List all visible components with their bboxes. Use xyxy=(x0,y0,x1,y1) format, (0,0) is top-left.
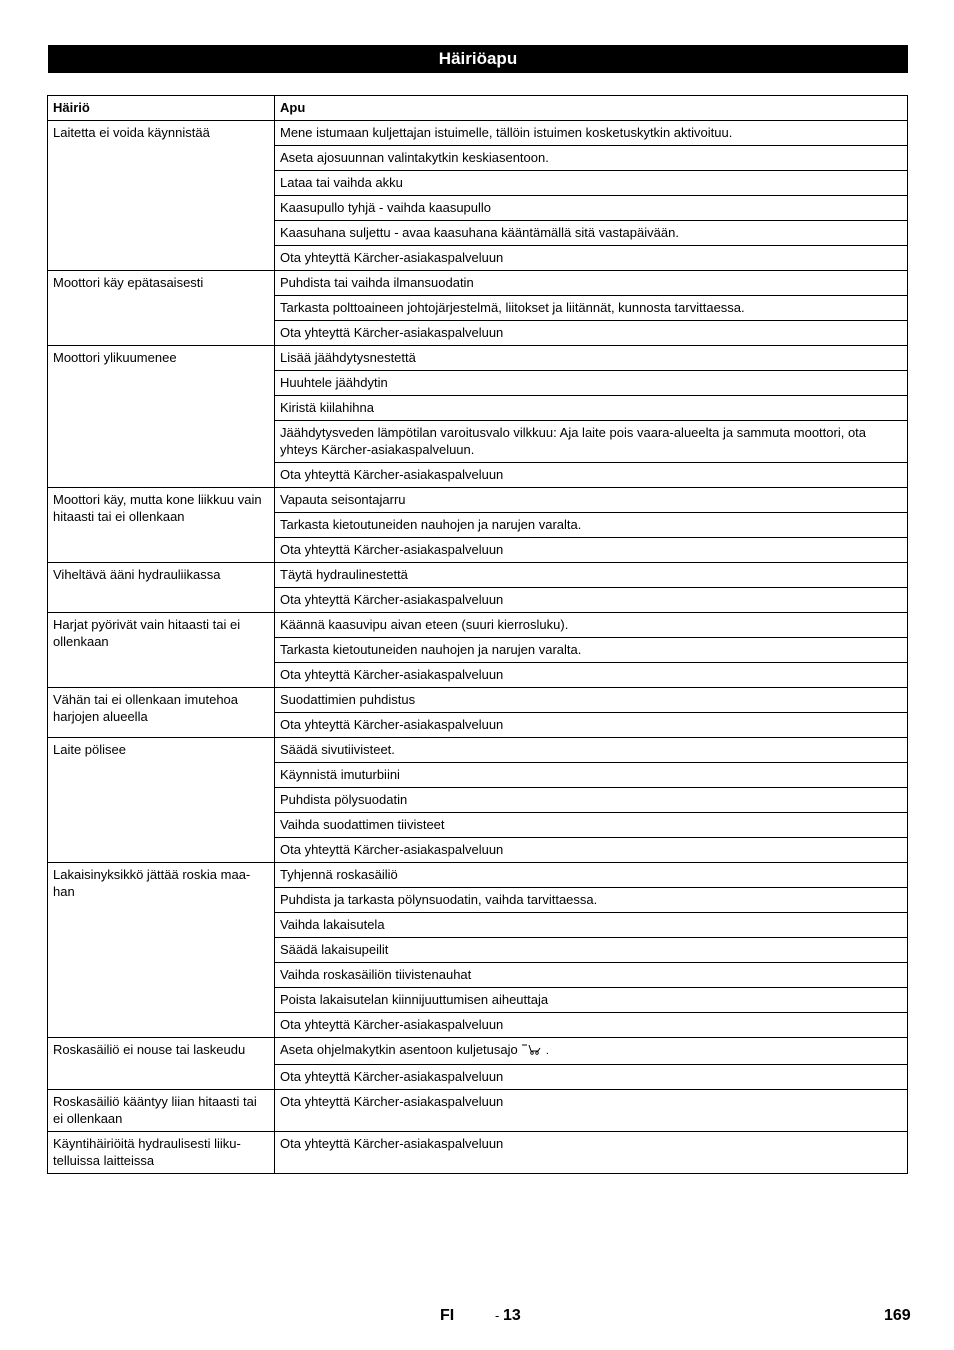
fault-cell: Roskasäiliö ei nouse tai laskeudu xyxy=(48,1038,275,1090)
help-cell xyxy=(275,713,908,738)
help-text: Ota yhteyttä Kärcher-asiakaspalveluun xyxy=(280,842,504,857)
help-cell xyxy=(275,988,908,1013)
fault-cell: Moottori ylikuumenee xyxy=(48,346,275,488)
troubleshooting-table xyxy=(47,95,908,1174)
table-row xyxy=(48,563,908,588)
page-title: Häiriöapu xyxy=(48,45,908,73)
fault-cell: Viheltävä ääni hydrauliikassa xyxy=(48,563,275,613)
help-text: Aseta ajosuunnan valintakytkin keskiasentoon. xyxy=(280,150,549,165)
help-text: Kaasupullo tyhjä - vaihda kaasupullo xyxy=(280,200,492,215)
help-text: Ota yhteyttä Kärcher-asiakaspalveluun xyxy=(280,1136,504,1151)
fault-cell: Vähän tai ei ollenkaan imutehoa harjojen alueella xyxy=(48,688,275,738)
help-cell xyxy=(275,221,908,246)
help-text: Puhdista tai vaihda ilmansuodatin xyxy=(280,275,474,290)
table-row xyxy=(48,1038,908,1065)
fault-cell: Käyntihäiriöitä hydraulisesti liiku-telluissa laitteissa xyxy=(48,1132,275,1174)
fault-cell: Lakaisinyksikkö jättää roskia maa-han xyxy=(48,863,275,1038)
help-cell xyxy=(275,913,908,938)
help-text: Vaihda lakaisutela xyxy=(280,917,385,932)
help-text: Ota yhteyttä Kärcher-asiakaspalveluun xyxy=(280,467,504,482)
help-text: Huuhtele jäähdytin xyxy=(280,375,388,390)
table-row xyxy=(48,738,908,763)
table-header-row xyxy=(48,96,908,121)
help-cell xyxy=(275,396,908,421)
table-body xyxy=(48,121,908,1174)
help-text: Tyhjennä roskasäiliö xyxy=(280,867,398,882)
help-text: Tarkasta kietoutuneiden nauhojen ja narujen varalta. xyxy=(280,642,582,657)
help-text: Vapauta seisontajarru xyxy=(280,492,406,507)
fault-cell: Moottori käy epätasaisesti xyxy=(48,271,275,346)
help-cell xyxy=(275,1038,908,1065)
help-cell xyxy=(275,538,908,563)
help-text: Kaasuhana suljettu - avaa kaasuhana kääntämällä sitä vastapäivään. xyxy=(280,225,679,240)
help-text: Käynnistä imuturbiini xyxy=(280,767,400,782)
footer-local-page-number: 13 xyxy=(502,1307,521,1324)
footer-language: FI xyxy=(440,1307,455,1324)
help-text: Täytä hydraulinestettä xyxy=(280,567,408,582)
table-row xyxy=(48,271,908,296)
table-row xyxy=(48,1090,908,1132)
footer-local-page: - 13 xyxy=(495,1307,521,1324)
help-cell xyxy=(275,121,908,146)
help-text: Vaihda suodattimen tiivisteet xyxy=(280,817,445,832)
help-cell xyxy=(275,888,908,913)
footer-page-number: 169 xyxy=(884,1307,911,1324)
help-cell xyxy=(275,588,908,613)
help-cell xyxy=(275,838,908,863)
table-row xyxy=(48,1132,908,1174)
help-cell xyxy=(275,763,908,788)
help-cell xyxy=(275,246,908,271)
help-text: Mene istumaan kuljettajan istuimelle, tällöin istuimen kosketuskytkin aktivoituu. xyxy=(280,125,733,140)
help-text: Ota yhteyttä Kärcher-asiakaspalveluun xyxy=(280,325,504,340)
help-cell xyxy=(275,788,908,813)
help-cell xyxy=(275,196,908,221)
help-cell xyxy=(275,371,908,396)
help-cell xyxy=(275,613,908,638)
help-cell xyxy=(275,863,908,888)
help-cell xyxy=(275,513,908,538)
help-cell xyxy=(275,1013,908,1038)
help-cell xyxy=(275,1090,908,1132)
help-text: Säädä sivutiivisteet. xyxy=(280,742,395,757)
help-text: Puhdista pölysuodatin xyxy=(280,792,408,807)
help-text: Suodattimien puhdistus xyxy=(280,692,416,707)
fault-cell: Roskasäiliö kääntyy liian hitaasti tai ei ollenkaan xyxy=(48,1090,275,1132)
help-cell xyxy=(275,463,908,488)
help-text: Poista lakaisutelan kiinnijuuttumisen aiheuttaja xyxy=(280,992,549,1007)
help-cell xyxy=(275,346,908,371)
help-text: Lisää jäähdytysnestettä xyxy=(280,350,416,365)
help-cell xyxy=(275,1065,908,1090)
table-row xyxy=(48,863,908,888)
fault-cell: Harjat pyörivät vain hitaasti tai ei ollenkaan xyxy=(48,613,275,688)
help-cell xyxy=(275,296,908,321)
help-text: Tarkasta kietoutuneiden nauhojen ja narujen varalta. xyxy=(280,517,582,532)
help-text: Jäähdytysveden lämpötilan varoitusvalo vilkkuu: Aja laite pois vaara-alueelta ja sammuta moottori, ota yhteys Kärcher-asiakaspalveluun. xyxy=(280,425,867,457)
help-cell xyxy=(275,688,908,713)
table-row xyxy=(48,346,908,371)
help-text: Ota yhteyttä Kärcher-asiakaspalveluun xyxy=(280,1094,504,1109)
help-text: Ota yhteyttä Kärcher-asiakaspalveluun xyxy=(280,1017,504,1032)
transport-mode-icon: . xyxy=(518,1045,549,1057)
help-text: Lataa tai vaihda akku xyxy=(280,175,403,190)
help-text: Ota yhteyttä Kärcher-asiakaspalveluun xyxy=(280,667,504,682)
help-cell xyxy=(275,963,908,988)
help-text: Säädä lakaisupeilit xyxy=(280,942,389,957)
help-cell xyxy=(275,1132,908,1174)
fault-cell: Moottori käy, mutta kone liikkuu vain hitaasti tai ei ollenkaan xyxy=(48,488,275,563)
help-cell xyxy=(275,938,908,963)
help-cell xyxy=(275,738,908,763)
table-row xyxy=(48,688,908,713)
table-row xyxy=(48,121,908,146)
help-cell xyxy=(275,271,908,296)
help-text: Puhdista ja tarkasta pölynsuodatin, vaihda tarvittaessa. xyxy=(280,892,598,907)
help-text: Ota yhteyttä Kärcher-asiakaspalveluun xyxy=(280,717,504,732)
help-text: Ota yhteyttä Kärcher-asiakaspalveluun xyxy=(280,250,504,265)
help-cell xyxy=(275,488,908,513)
help-text: Tarkasta polttoaineen johtojärjestelmä, liitokset ja liitännät, kunnosta tarvittaessa. xyxy=(280,300,745,315)
help-text: Käännä kaasuvipu aivan eteen (suuri kierrosluku). xyxy=(280,617,569,632)
help-cell xyxy=(275,146,908,171)
help-cell xyxy=(275,638,908,663)
help-text: Ota yhteyttä Kärcher-asiakaspalveluun xyxy=(280,592,504,607)
help-cell xyxy=(275,321,908,346)
column-header-fault: Häiriö xyxy=(48,96,275,121)
help-text: Ota yhteyttä Kärcher-asiakaspalveluun xyxy=(280,1069,504,1084)
help-cell xyxy=(275,421,908,463)
table-row xyxy=(48,613,908,638)
column-header-help: Apu xyxy=(275,96,908,121)
help-text: Ota yhteyttä Kärcher-asiakaspalveluun xyxy=(280,542,504,557)
help-cell xyxy=(275,171,908,196)
help-text: Vaihda roskasäiliön tiivistenauhat xyxy=(280,967,472,982)
help-cell xyxy=(275,813,908,838)
help-text: Kiristä kiilahihna xyxy=(280,400,374,415)
help-cell xyxy=(275,663,908,688)
fault-cell: Laite pölisee xyxy=(48,738,275,863)
fault-cell: Laitetta ei voida käynnistää xyxy=(48,121,275,271)
help-cell xyxy=(275,563,908,588)
table-row xyxy=(48,488,908,513)
help-text: Aseta ohjelmakytkin asentoon kuljetusajo xyxy=(280,1042,518,1057)
